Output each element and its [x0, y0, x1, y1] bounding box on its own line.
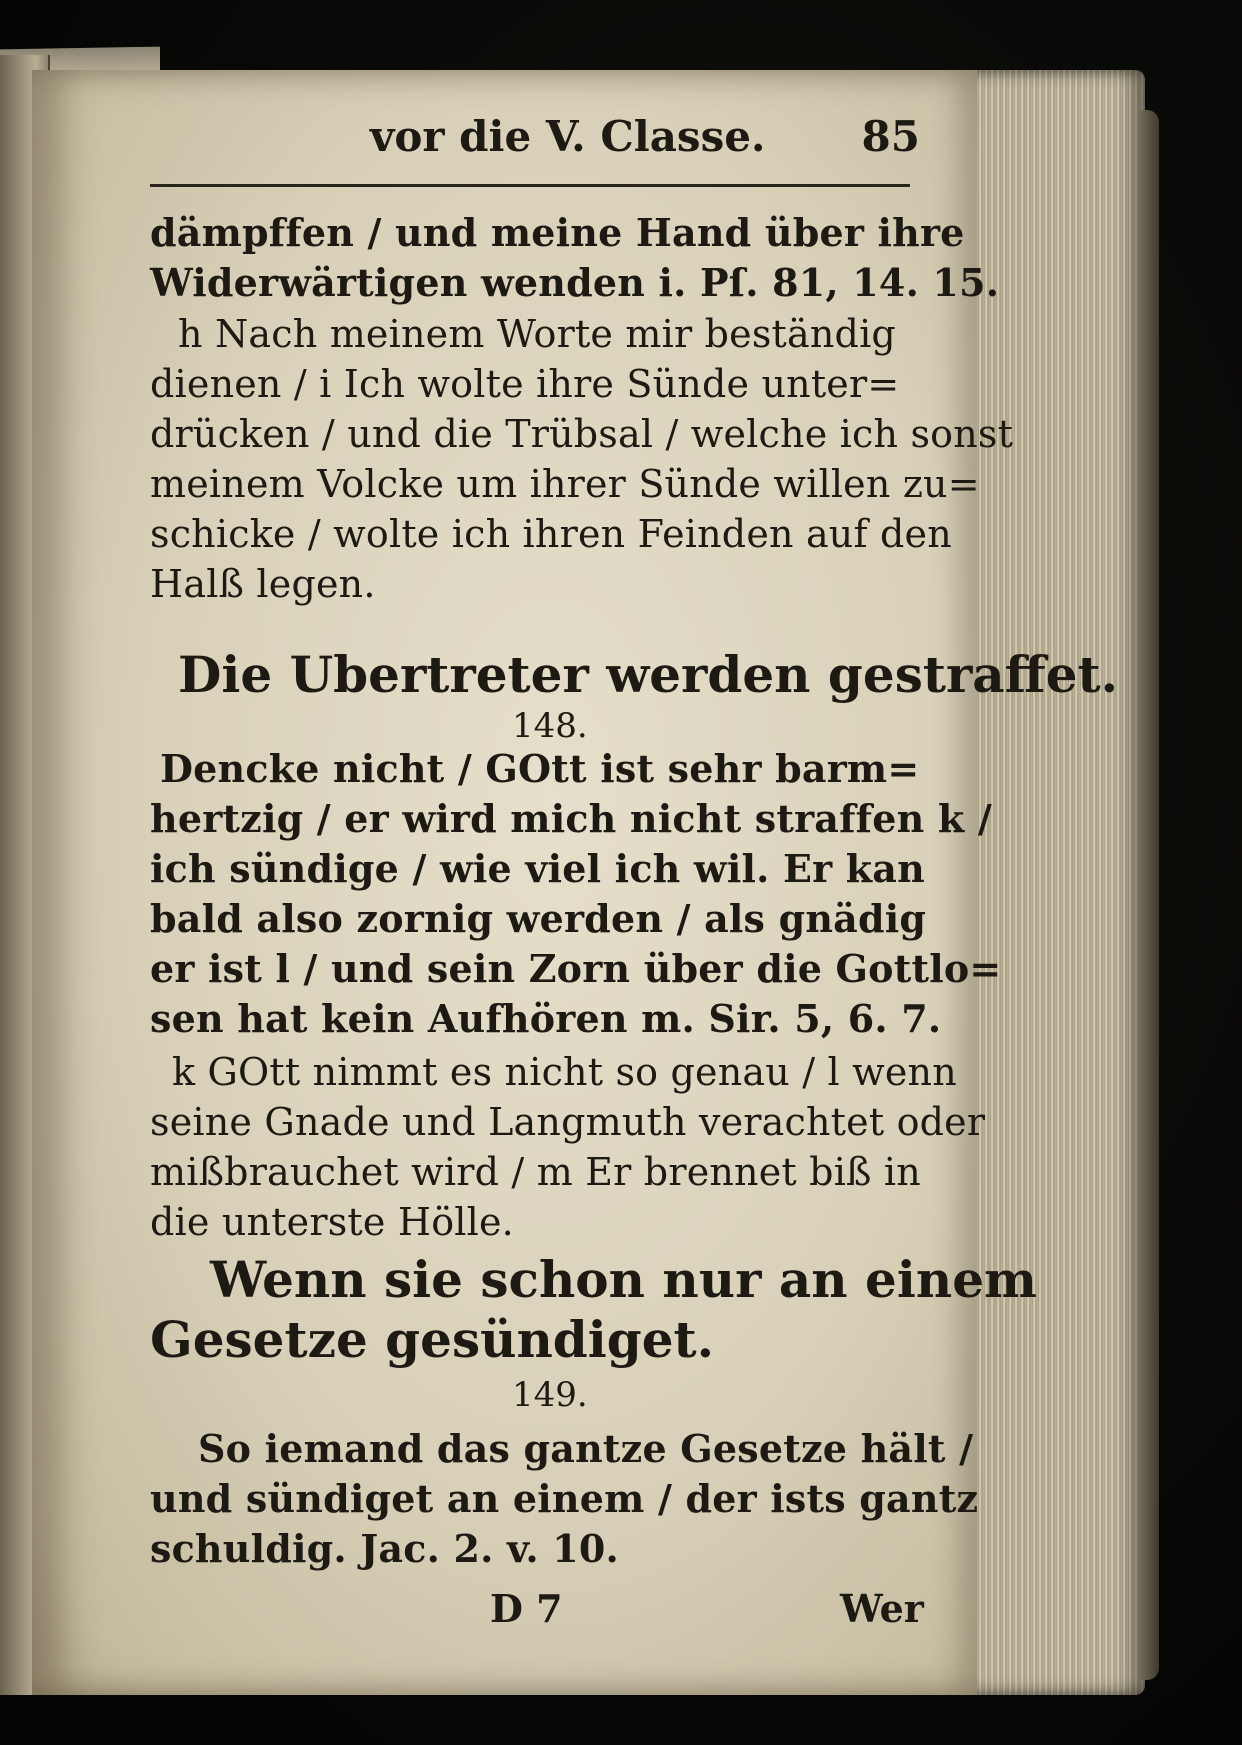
running-head	[150, 112, 930, 182]
section-number: 148.	[512, 706, 588, 746]
book-page	[32, 70, 1119, 1695]
text-line: schuldig. Jac. 2. v. 10.	[150, 1526, 619, 1571]
text-line: bald also zornig werden / als gnädig	[150, 896, 927, 941]
text-line: sen hat kein Aufhören m. Sir. 5, 6. 7.	[150, 996, 942, 1041]
text-line: ich sündige / wie viel ich wil. Er kan	[150, 846, 925, 891]
text-line: dämpffen / und meine Hand über ihre	[150, 210, 965, 255]
section-heading: Gesetze gesündiget.	[150, 1310, 715, 1369]
catchword: Wer	[840, 1586, 924, 1631]
footnote-line: drücken / und die Trübsal / welche ich sonst	[150, 412, 1014, 456]
text-line: Widerwärtigen wenden i. Pſ. 81, 14. 15.	[150, 260, 1000, 305]
footnote-line: Halß legen.	[150, 562, 376, 606]
text-line: Dencke nicht / GOtt ist sehr barm=	[160, 746, 920, 791]
text-line: er ist l / und sein Zorn über die Gottlo=	[150, 946, 1002, 991]
section-heading: Die Ubertreter werden gestraffet.	[178, 645, 1119, 704]
footnote-line: k GOtt nimmt es nicht so genau / l wenn	[172, 1050, 957, 1094]
section-number: 149.	[512, 1375, 588, 1415]
footnote-line: h Nach meinem Worte mir beständig	[178, 312, 896, 356]
footnote-line: die unterste Hölle.	[150, 1200, 514, 1244]
text-line: hertzig / er wird mich nicht straffen k /	[150, 796, 992, 841]
footnote-line: seine Gnade und Langmuth verachtet oder	[150, 1100, 986, 1144]
page-number: 85	[861, 112, 920, 161]
page-block-edges	[955, 70, 1145, 1695]
footnote-line: mißbrauchet wird / m Er brennet biß in	[150, 1150, 921, 1194]
signature-mark: D 7	[490, 1586, 563, 1631]
text-line: So iemand das gantze Gesetze hält /	[198, 1426, 974, 1471]
footnote-line: dienen / i Ich wolte ihre Sünde unter=	[150, 362, 900, 406]
header-rule	[150, 184, 910, 187]
section-heading: Wenn sie schon nur an einem	[210, 1250, 1037, 1309]
footnote-line: meinem Volcke um ihrer Sünde willen zu=	[150, 462, 980, 506]
text-line: und sündiget an einem / der ists gantz	[150, 1476, 979, 1521]
footnote-line: schicke / wolte ich ihren Feinden auf den	[150, 512, 952, 556]
running-title: vor die V. Classe.	[370, 112, 766, 161]
